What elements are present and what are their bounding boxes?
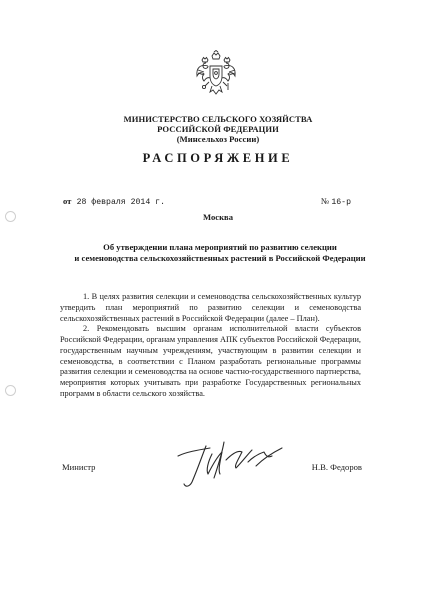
- date-from-label: от: [63, 196, 72, 206]
- document-type-title: РАСПОРЯЖЕНИЕ: [142, 151, 294, 165]
- signer-title: Министр: [62, 462, 96, 472]
- number-label: №: [320, 196, 330, 206]
- date-number-row: [63, 196, 351, 208]
- number-value: 16-р: [331, 198, 351, 207]
- ministry-line-3: (Минсельхоз России): [176, 134, 260, 145]
- ministry-line-1: МИНИСТЕРСТВО СЕЛЬСКОГО ХОЗЯЙСТВА: [123, 114, 313, 124]
- date-value: 28 февраля 2014 г.: [76, 198, 166, 207]
- document-subject: [44, 242, 396, 264]
- punch-hole-mark: [5, 211, 16, 222]
- signer-name: Н.В. Федоров: [311, 462, 362, 472]
- subject-line-2: и семеноводства сельскохозяйственных растений в Российской Федерации: [74, 253, 366, 263]
- handwritten-signature-icon: [172, 432, 296, 490]
- document-number: [321, 196, 351, 207]
- ministry-line-2: РОССИЙСКОЙ ФЕДЕРАЦИИ: [157, 124, 279, 135]
- coat-of-arms-icon: [194, 50, 238, 98]
- document-date: [63, 196, 165, 207]
- punch-hole-mark: [5, 385, 16, 396]
- document-body: [60, 292, 361, 400]
- subject-line-1: Об утверждении плана мероприятий по развитию селекции: [103, 242, 337, 252]
- ministry-name: [60, 114, 376, 145]
- body-paragraph-1: 1. В целях развития селекции и семеноводства сельскохозяйственных культур утвердить план мероприятий по развитию селекции и семеноводства сельскохозяйственных растений в Российской Федерации (далее – План).: [60, 292, 361, 323]
- body-paragraph-2: 2. Рекомендовать высшим органам исполнительной власти субъектов Российской Федерации, органам управления АПК субъектов Российской Федерации, государственным научным учреждениям, участвующим в развитии селекции и семеноводства, в соответствии с Планом разработать региональные программы развития селекции и семеноводства на основе частно-государственного партнерства, мероприятия которых учитывать при разработке Государственных региональных программ в области сельского хозяйства.: [60, 324, 361, 398]
- city-name: Москва: [203, 212, 233, 222]
